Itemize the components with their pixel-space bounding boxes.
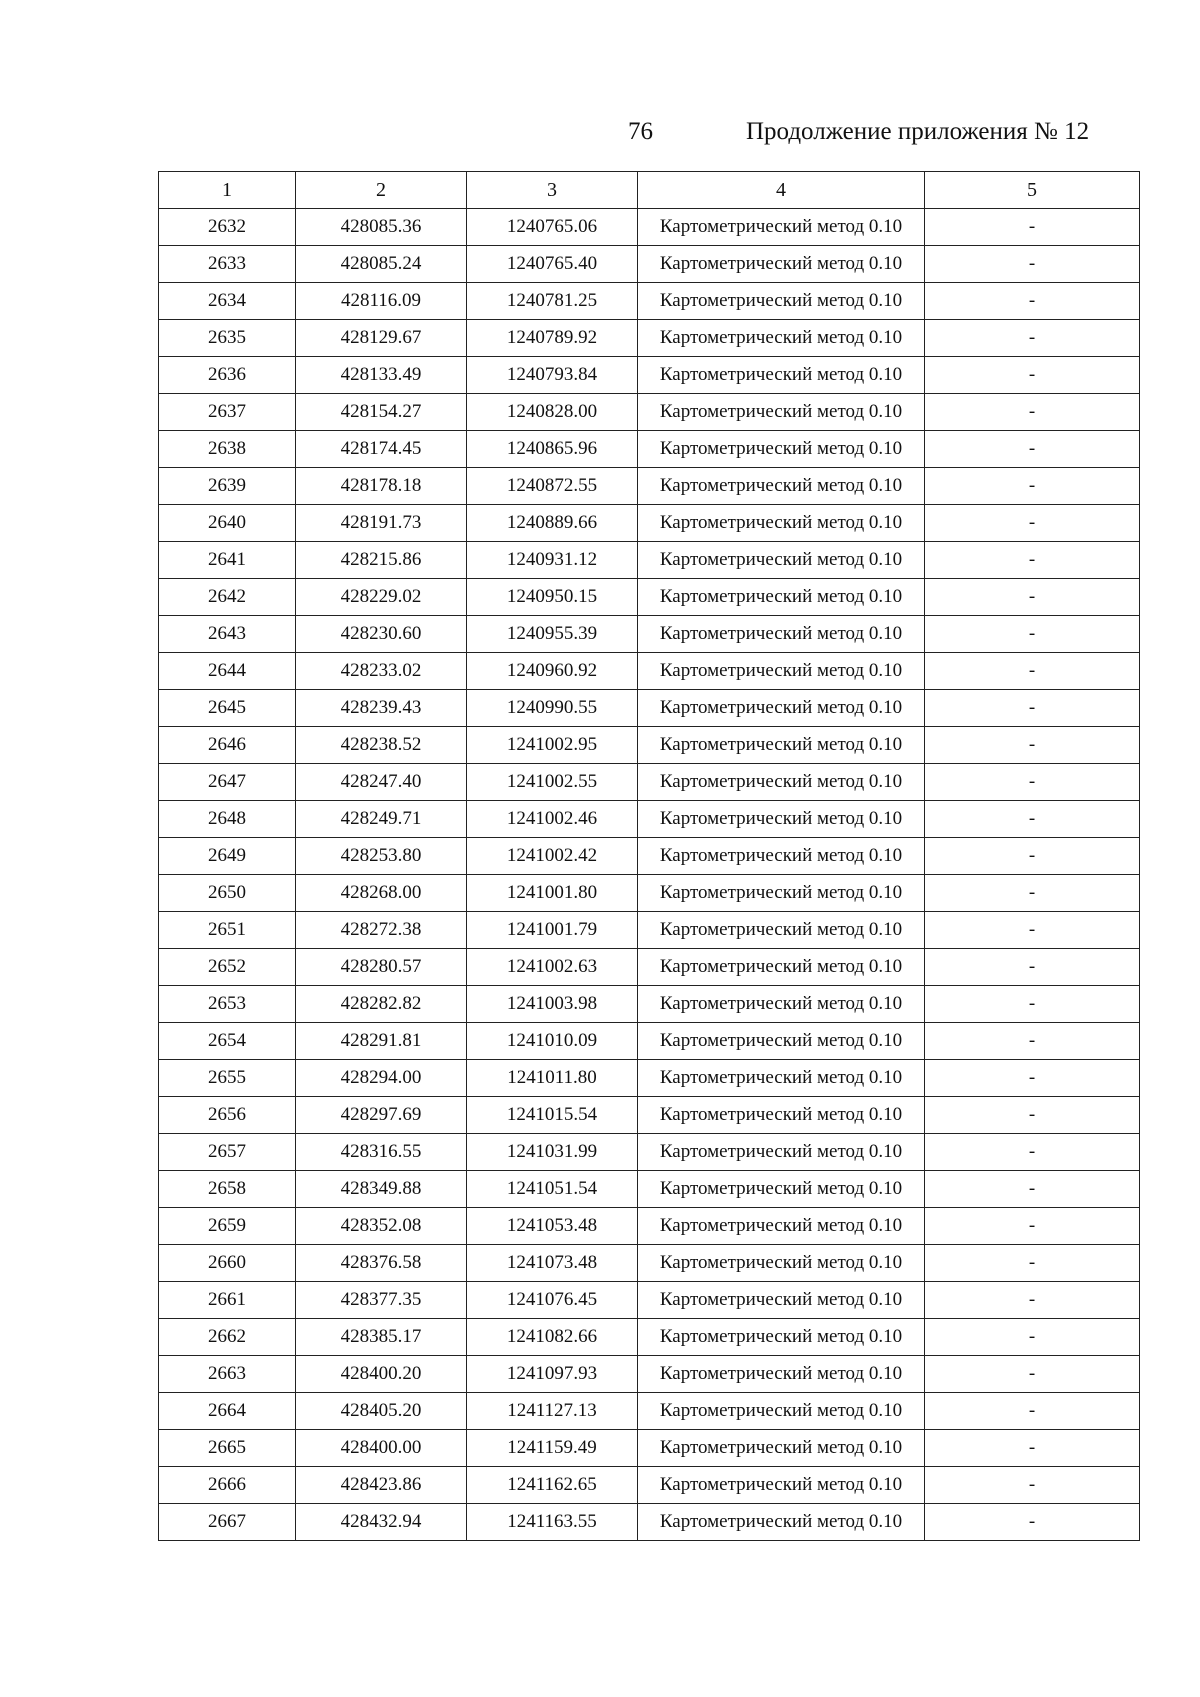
- note-cell: -: [925, 1356, 1140, 1393]
- x-coordinate-cell: 428249.71: [296, 801, 467, 838]
- table-row: [159, 505, 1140, 542]
- x-coordinate-cell: 428291.81: [296, 1023, 467, 1060]
- table-row: [159, 764, 1140, 801]
- note-cell: -: [925, 209, 1140, 246]
- table-row: [159, 1393, 1140, 1430]
- method-cell: Картометрический метод 0.10: [638, 1430, 925, 1467]
- coordinates-table: [158, 171, 1140, 1541]
- note-cell: -: [925, 320, 1140, 357]
- note-cell: -: [925, 542, 1140, 579]
- note-cell: -: [925, 579, 1140, 616]
- note-cell: -: [925, 875, 1140, 912]
- y-coordinate-cell: 1240889.66: [467, 505, 638, 542]
- x-coordinate-cell: 428268.00: [296, 875, 467, 912]
- note-cell: -: [925, 1282, 1140, 1319]
- point-number-cell: 2636: [159, 357, 296, 394]
- point-number-cell: 2651: [159, 912, 296, 949]
- table-row: [159, 1097, 1140, 1134]
- method-cell: Картометрический метод 0.10: [638, 209, 925, 246]
- y-coordinate-cell: 1241002.42: [467, 838, 638, 875]
- note-cell: -: [925, 1134, 1140, 1171]
- method-cell: Картометрический метод 0.10: [638, 1467, 925, 1504]
- column-header: 4: [638, 172, 925, 209]
- table-row: [159, 1282, 1140, 1319]
- x-coordinate-cell: 428238.52: [296, 727, 467, 764]
- method-cell: Картометрический метод 0.10: [638, 912, 925, 949]
- table-row: [159, 690, 1140, 727]
- point-number-cell: 2632: [159, 209, 296, 246]
- table-row: [159, 1245, 1140, 1282]
- note-cell: -: [925, 1319, 1140, 1356]
- x-coordinate-cell: 428154.27: [296, 394, 467, 431]
- note-cell: -: [925, 1171, 1140, 1208]
- method-cell: Картометрический метод 0.10: [638, 1282, 925, 1319]
- method-cell: Картометрический метод 0.10: [638, 431, 925, 468]
- x-coordinate-cell: 428316.55: [296, 1134, 467, 1171]
- table-row: [159, 727, 1140, 764]
- table-row: [159, 320, 1140, 357]
- x-coordinate-cell: 428400.00: [296, 1430, 467, 1467]
- method-cell: Картометрический метод 0.10: [638, 616, 925, 653]
- y-coordinate-cell: 1241097.93: [467, 1356, 638, 1393]
- point-number-cell: 2641: [159, 542, 296, 579]
- x-coordinate-cell: 428282.82: [296, 986, 467, 1023]
- method-cell: Картометрический метод 0.10: [638, 690, 925, 727]
- x-coordinate-cell: 428191.73: [296, 505, 467, 542]
- table-row: [159, 801, 1140, 838]
- method-cell: Картометрический метод 0.10: [638, 1097, 925, 1134]
- page-heading: Продолжение приложения № 12: [746, 118, 1090, 145]
- method-cell: Картометрический метод 0.10: [638, 246, 925, 283]
- y-coordinate-cell: 1241002.46: [467, 801, 638, 838]
- y-coordinate-cell: 1241163.55: [467, 1504, 638, 1541]
- y-coordinate-cell: 1241051.54: [467, 1171, 638, 1208]
- table-body: [159, 209, 1140, 1541]
- table-row: [159, 1171, 1140, 1208]
- y-coordinate-cell: 1241001.80: [467, 875, 638, 912]
- note-cell: -: [925, 1393, 1140, 1430]
- table-row: [159, 209, 1140, 246]
- point-number-cell: 2638: [159, 431, 296, 468]
- point-number-cell: 2643: [159, 616, 296, 653]
- table-row: [159, 1060, 1140, 1097]
- y-coordinate-cell: 1240781.25: [467, 283, 638, 320]
- x-coordinate-cell: 428174.45: [296, 431, 467, 468]
- point-number-cell: 2644: [159, 653, 296, 690]
- point-number-cell: 2650: [159, 875, 296, 912]
- table-row: [159, 579, 1140, 616]
- y-coordinate-cell: 1240950.15: [467, 579, 638, 616]
- note-cell: -: [925, 838, 1140, 875]
- point-number-cell: 2657: [159, 1134, 296, 1171]
- y-coordinate-cell: 1240931.12: [467, 542, 638, 579]
- column-header: 2: [296, 172, 467, 209]
- y-coordinate-cell: 1240765.06: [467, 209, 638, 246]
- point-number-cell: 2664: [159, 1393, 296, 1430]
- y-coordinate-cell: 1240990.55: [467, 690, 638, 727]
- point-number-cell: 2634: [159, 283, 296, 320]
- table-row: [159, 468, 1140, 505]
- table-row: [159, 542, 1140, 579]
- x-coordinate-cell: 428230.60: [296, 616, 467, 653]
- point-number-cell: 2633: [159, 246, 296, 283]
- note-cell: -: [925, 949, 1140, 986]
- note-cell: -: [925, 1467, 1140, 1504]
- point-number-cell: 2656: [159, 1097, 296, 1134]
- note-cell: -: [925, 394, 1140, 431]
- x-coordinate-cell: 428376.58: [296, 1245, 467, 1282]
- table-row: [159, 912, 1140, 949]
- point-number-cell: 2665: [159, 1430, 296, 1467]
- point-number-cell: 2637: [159, 394, 296, 431]
- note-cell: -: [925, 1504, 1140, 1541]
- y-coordinate-cell: 1241076.45: [467, 1282, 638, 1319]
- x-coordinate-cell: 428294.00: [296, 1060, 467, 1097]
- method-cell: Картометрический метод 0.10: [638, 1023, 925, 1060]
- method-cell: Картометрический метод 0.10: [638, 1060, 925, 1097]
- y-coordinate-cell: 1241002.55: [467, 764, 638, 801]
- y-coordinate-cell: 1240793.84: [467, 357, 638, 394]
- y-coordinate-cell: 1241002.95: [467, 727, 638, 764]
- table-row: [159, 1208, 1140, 1245]
- note-cell: -: [925, 1208, 1140, 1245]
- y-coordinate-cell: 1240828.00: [467, 394, 638, 431]
- method-cell: Картометрический метод 0.10: [638, 1504, 925, 1541]
- y-coordinate-cell: 1241015.54: [467, 1097, 638, 1134]
- note-cell: -: [925, 1245, 1140, 1282]
- note-cell: -: [925, 912, 1140, 949]
- point-number-cell: 2660: [159, 1245, 296, 1282]
- x-coordinate-cell: 428385.17: [296, 1319, 467, 1356]
- note-cell: -: [925, 357, 1140, 394]
- x-coordinate-cell: 428432.94: [296, 1504, 467, 1541]
- point-number-cell: 2649: [159, 838, 296, 875]
- point-number-cell: 2646: [159, 727, 296, 764]
- table-row: [159, 1504, 1140, 1541]
- y-coordinate-cell: 1240765.40: [467, 246, 638, 283]
- note-cell: -: [925, 653, 1140, 690]
- point-number-cell: 2661: [159, 1282, 296, 1319]
- y-coordinate-cell: 1241053.48: [467, 1208, 638, 1245]
- point-number-cell: 2647: [159, 764, 296, 801]
- method-cell: Картометрический метод 0.10: [638, 1319, 925, 1356]
- table-row: [159, 1356, 1140, 1393]
- point-number-cell: 2655: [159, 1060, 296, 1097]
- table-row: [159, 1134, 1140, 1171]
- x-coordinate-cell: 428400.20: [296, 1356, 467, 1393]
- table-row: [159, 431, 1140, 468]
- y-coordinate-cell: 1241127.13: [467, 1393, 638, 1430]
- x-coordinate-cell: 428129.67: [296, 320, 467, 357]
- note-cell: -: [925, 468, 1140, 505]
- note-cell: -: [925, 727, 1140, 764]
- note-cell: -: [925, 1060, 1140, 1097]
- x-coordinate-cell: 428377.35: [296, 1282, 467, 1319]
- y-coordinate-cell: 1241011.80: [467, 1060, 638, 1097]
- method-cell: Картометрический метод 0.10: [638, 949, 925, 986]
- note-cell: -: [925, 1097, 1140, 1134]
- note-cell: -: [925, 246, 1140, 283]
- x-coordinate-cell: 428178.18: [296, 468, 467, 505]
- table-row: [159, 616, 1140, 653]
- y-coordinate-cell: 1240789.92: [467, 320, 638, 357]
- column-header: 5: [925, 172, 1140, 209]
- y-coordinate-cell: 1241003.98: [467, 986, 638, 1023]
- point-number-cell: 2662: [159, 1319, 296, 1356]
- point-number-cell: 2635: [159, 320, 296, 357]
- table-row: [159, 949, 1140, 986]
- table-row: [159, 1467, 1140, 1504]
- y-coordinate-cell: 1241082.66: [467, 1319, 638, 1356]
- note-cell: -: [925, 1430, 1140, 1467]
- x-coordinate-cell: 428229.02: [296, 579, 467, 616]
- x-coordinate-cell: 428247.40: [296, 764, 467, 801]
- note-cell: -: [925, 431, 1140, 468]
- point-number-cell: 2639: [159, 468, 296, 505]
- y-coordinate-cell: 1240865.96: [467, 431, 638, 468]
- method-cell: Картометрический метод 0.10: [638, 505, 925, 542]
- table-header-row: [159, 172, 1140, 209]
- method-cell: Картометрический метод 0.10: [638, 986, 925, 1023]
- method-cell: Картометрический метод 0.10: [638, 838, 925, 875]
- x-coordinate-cell: 428272.38: [296, 912, 467, 949]
- table-row: [159, 394, 1140, 431]
- x-coordinate-cell: 428280.57: [296, 949, 467, 986]
- y-coordinate-cell: 1241073.48: [467, 1245, 638, 1282]
- note-cell: -: [925, 616, 1140, 653]
- note-cell: -: [925, 690, 1140, 727]
- x-coordinate-cell: 428349.88: [296, 1171, 467, 1208]
- point-number-cell: 2667: [159, 1504, 296, 1541]
- y-coordinate-cell: 1241031.99: [467, 1134, 638, 1171]
- x-coordinate-cell: 428405.20: [296, 1393, 467, 1430]
- table-row: [159, 357, 1140, 394]
- method-cell: Картометрический метод 0.10: [638, 1245, 925, 1282]
- method-cell: Картометрический метод 0.10: [638, 801, 925, 838]
- point-number-cell: 2659: [159, 1208, 296, 1245]
- method-cell: Картометрический метод 0.10: [638, 579, 925, 616]
- note-cell: -: [925, 801, 1140, 838]
- y-coordinate-cell: 1240960.92: [467, 653, 638, 690]
- method-cell: Картометрический метод 0.10: [638, 1134, 925, 1171]
- x-coordinate-cell: 428215.86: [296, 542, 467, 579]
- point-number-cell: 2658: [159, 1171, 296, 1208]
- x-coordinate-cell: 428085.36: [296, 209, 467, 246]
- point-number-cell: 2663: [159, 1356, 296, 1393]
- method-cell: Картометрический метод 0.10: [638, 1393, 925, 1430]
- method-cell: Картометрический метод 0.10: [638, 1356, 925, 1393]
- note-cell: -: [925, 1023, 1140, 1060]
- method-cell: Картометрический метод 0.10: [638, 468, 925, 505]
- x-coordinate-cell: 428423.86: [296, 1467, 467, 1504]
- method-cell: Картометрический метод 0.10: [638, 727, 925, 764]
- column-header: 3: [467, 172, 638, 209]
- method-cell: Картометрический метод 0.10: [638, 1171, 925, 1208]
- x-coordinate-cell: 428085.24: [296, 246, 467, 283]
- y-coordinate-cell: 1240872.55: [467, 468, 638, 505]
- table-row: [159, 653, 1140, 690]
- table-row: [159, 1023, 1140, 1060]
- method-cell: Картометрический метод 0.10: [638, 357, 925, 394]
- point-number-cell: 2666: [159, 1467, 296, 1504]
- point-number-cell: 2653: [159, 986, 296, 1023]
- point-number-cell: 2652: [159, 949, 296, 986]
- y-coordinate-cell: 1241162.65: [467, 1467, 638, 1504]
- table-row: [159, 986, 1140, 1023]
- x-coordinate-cell: 428233.02: [296, 653, 467, 690]
- point-number-cell: 2648: [159, 801, 296, 838]
- note-cell: -: [925, 283, 1140, 320]
- method-cell: Картометрический метод 0.10: [638, 1208, 925, 1245]
- x-coordinate-cell: 428253.80: [296, 838, 467, 875]
- point-number-cell: 2640: [159, 505, 296, 542]
- y-coordinate-cell: 1241010.09: [467, 1023, 638, 1060]
- method-cell: Картометрический метод 0.10: [638, 764, 925, 801]
- y-coordinate-cell: 1241001.79: [467, 912, 638, 949]
- x-coordinate-cell: 428239.43: [296, 690, 467, 727]
- method-cell: Картометрический метод 0.10: [638, 394, 925, 431]
- table-row: [159, 246, 1140, 283]
- point-number-cell: 2645: [159, 690, 296, 727]
- method-cell: Картометрический метод 0.10: [638, 283, 925, 320]
- x-coordinate-cell: 428116.09: [296, 283, 467, 320]
- point-number-cell: 2642: [159, 579, 296, 616]
- x-coordinate-cell: 428352.08: [296, 1208, 467, 1245]
- table-row: [159, 838, 1140, 875]
- method-cell: Картометрический метод 0.10: [638, 875, 925, 912]
- x-coordinate-cell: 428297.69: [296, 1097, 467, 1134]
- y-coordinate-cell: 1241159.49: [467, 1430, 638, 1467]
- x-coordinate-cell: 428133.49: [296, 357, 467, 394]
- page-number: 76: [628, 118, 653, 145]
- table-row: [159, 283, 1140, 320]
- column-header: 1: [159, 172, 296, 209]
- method-cell: Картометрический метод 0.10: [638, 653, 925, 690]
- note-cell: -: [925, 764, 1140, 801]
- note-cell: -: [925, 986, 1140, 1023]
- note-cell: -: [925, 505, 1140, 542]
- method-cell: Картометрический метод 0.10: [638, 320, 925, 357]
- table-row: [159, 1319, 1140, 1356]
- table-row: [159, 875, 1140, 912]
- table-row: [159, 1430, 1140, 1467]
- method-cell: Картометрический метод 0.10: [638, 542, 925, 579]
- point-number-cell: 2654: [159, 1023, 296, 1060]
- y-coordinate-cell: 1241002.63: [467, 949, 638, 986]
- y-coordinate-cell: 1240955.39: [467, 616, 638, 653]
